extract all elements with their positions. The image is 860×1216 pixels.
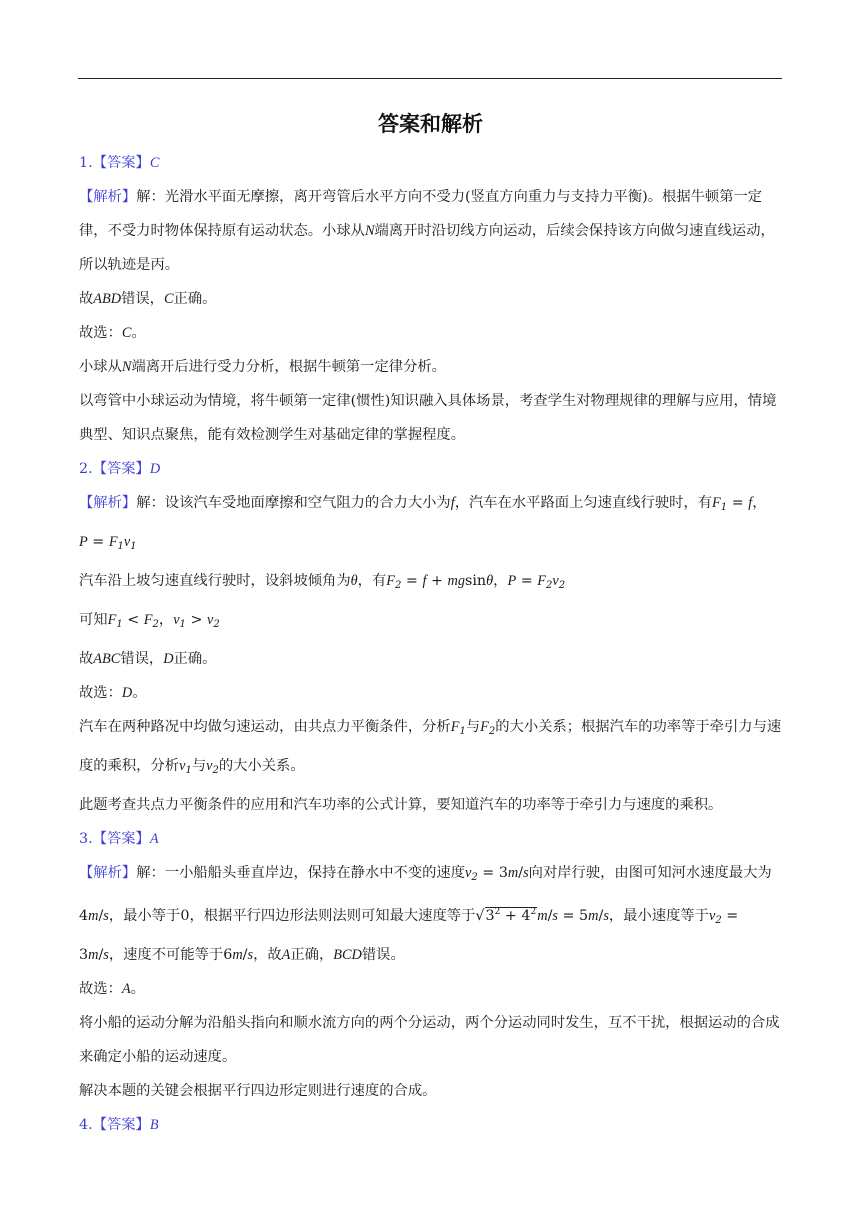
q1-conclusion: 故ABD错误，C正确。 [79,291,217,307]
answer-document [79,110,782,1142]
q2-compare: 可知$F_1 < F_2$，$v_1 > v_2$ [79,612,220,630]
q2-answer-line: 2.【答案】D [79,461,161,477]
q3-method: 将小船的运动分解为沿船头指向和顺水流方向的两个分运动，两个分运动同时发生，互不干扰，根据运动的合成来确定小船的运动速度。 [79,1015,780,1065]
q3-answer-line: 3.【答案】A [79,831,159,847]
q2-slope: 汽车沿上坡匀速直线行驶时，设斜坡倾角为θ，有$F_2 = f + mgsin\theta$，$P = F_2v_2$ [79,573,566,591]
q2-analysis: 【解析】解：设该汽车受地面摩擦和空气阻力的合力大小为f，汽车在水平路面上匀速直线行驶时，有$F_1 = f$， $P = F_1v_1$ [79,495,767,552]
q3-analysis: 【解析】解：一小船船头垂直岸边，保持在静水中不变的速度$v_2 = 3m/s$向对岸行驶，由图可知河水速度最大为4m/s，最小等于0，根据平行四边形法则法则可知最大速度等于$√3^2 + 4^2m/s = 5m/s$，最小速度等于$v_2 = 3m/s$，速度不可能等于6m/s，故A正确，BCD错误。 [79,865,772,963]
q3-comment: 解决本题的关键会根据平行四边形定则进行速度的合成。 [79,1083,437,1099]
q1-method: 小球从N端离开后进行受力分析，根据牛顿第一定律分析。 [79,359,446,375]
q4-answer-line: 4.【答案】B [79,1117,159,1133]
header-rule [78,78,782,79]
q2-conclusion: 故ABC错误，D正确。 [79,651,217,667]
q3-choice: 故选：A。 [79,981,145,997]
page-title: 答案和解析 [378,112,483,136]
q1-choice: 故选：C。 [79,325,146,341]
q2-comment: 此题考查共点力平衡条件的应用和汽车功率的公式计算，要知道汽车的功率等于牵引力与速度的乘积。 [79,797,723,813]
q1-answer-line: 1.【答案】C [79,155,160,171]
q1-analysis: 【解析】解：光滑水平面无摩擦，离开弯管后水平方向不受力(竖直方向重力与支持力平衡)。根据牛顿第一定律，不受力时物体保持原有运动状态。小球从N端离开时沿切线方向运动，后续会保持该方向做匀速直线运动，所以轨迹是丙。 [79,189,775,273]
q2-method: 汽车在两种路况中均做匀速运动，由共点力平衡条件，分析$F_1$与$F_2$的大小关系；根据汽车的功率等于牵引力与速度的乘积，分析$v_1$与$v_2$的大小关系。 [79,719,782,776]
q1-comment: 以弯管中小球运动为情境，将牛顿第一定律(惯性)知识融入具体场景，考查学生对物理规律的理解与应用，情境典型、知识点聚焦，能有效检测学生对基础定律的掌握程度。 [79,393,777,443]
q2-choice: 故选：D。 [79,685,147,701]
